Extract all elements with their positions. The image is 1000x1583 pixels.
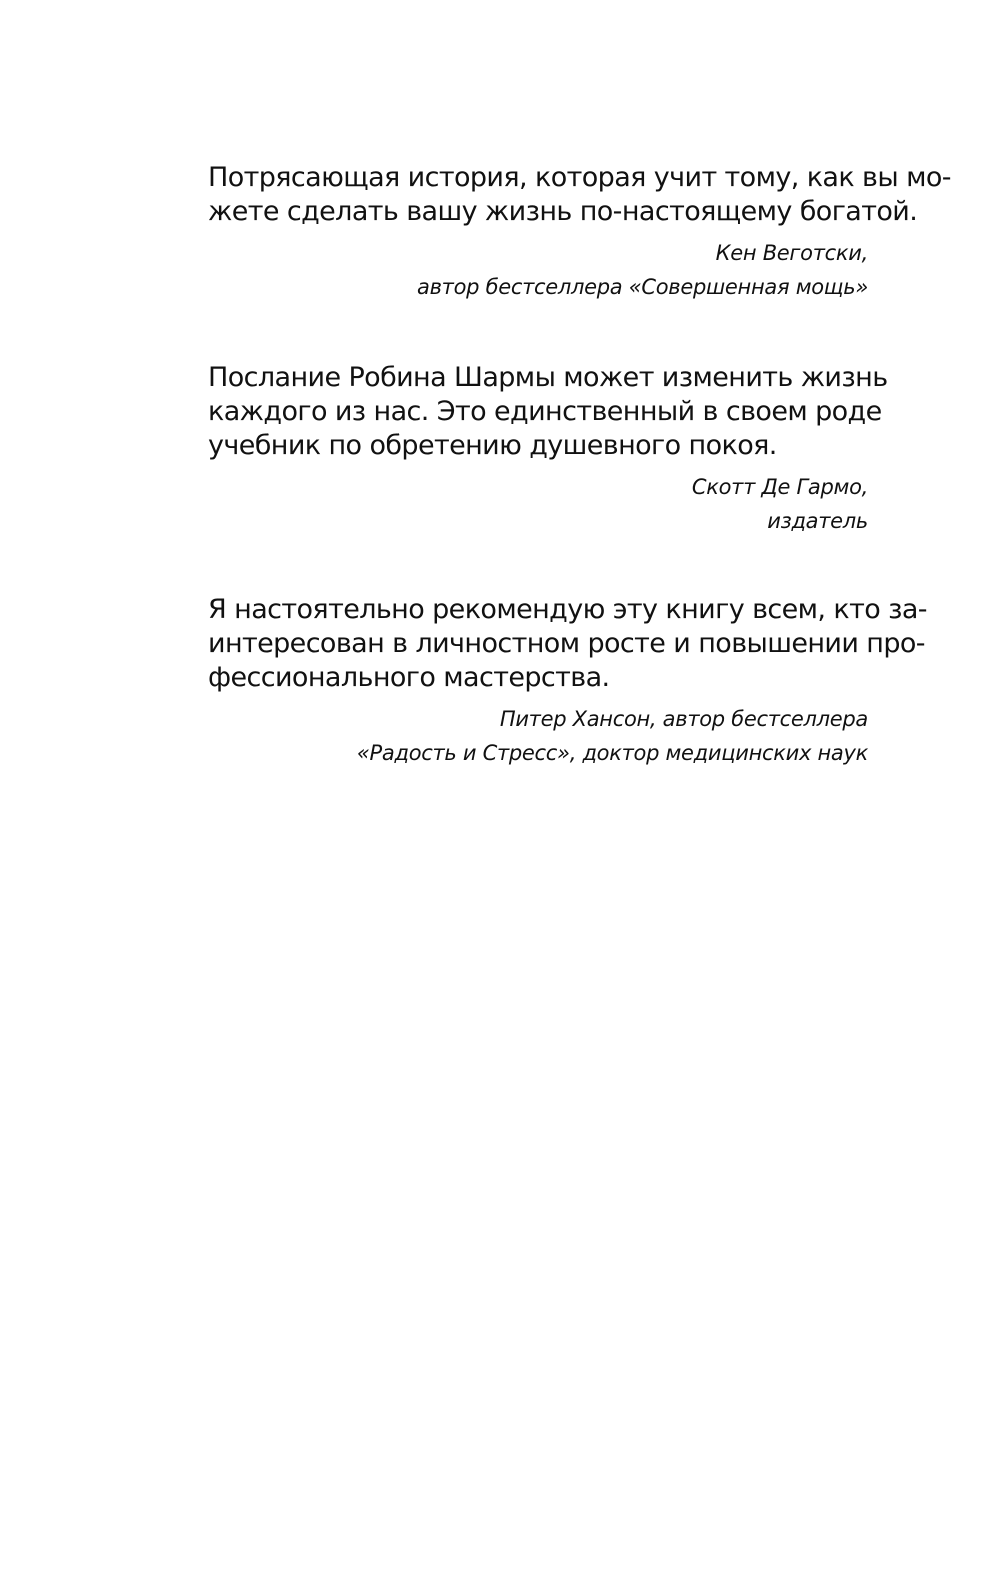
quote-line: учебник по обретению душевного покоя. xyxy=(208,430,777,461)
testimonial-attribution xyxy=(208,470,868,538)
quote-line: жете сделать вашу жизнь по-настоящему богатой. xyxy=(208,196,918,227)
attribution-line: «Радость и Стресс», доктор медицинских наук xyxy=(356,741,868,765)
attribution-line: Скотт Де Гармо, xyxy=(691,475,868,499)
testimonial-quote xyxy=(208,361,888,463)
quote-line: фессионального мастерства. xyxy=(208,662,610,693)
quote-line: интересован в личностном росте и повышении про- xyxy=(208,628,925,659)
testimonial-attribution xyxy=(208,236,868,304)
quote-line: каждого из нас. Это единственный в своем роде xyxy=(208,396,882,427)
testimonial-2 xyxy=(208,361,888,538)
attribution-line: автор бестселлера «Совершенная мощь» xyxy=(417,275,868,299)
quote-line: Я настоятельно рекомендую эту книгу всем, кто за- xyxy=(208,594,927,625)
attribution-line: издатель xyxy=(767,509,868,533)
quote-line: Потрясающая история, которая учит тому, как вы мо- xyxy=(208,162,951,193)
attribution-line: Кен Веготски, xyxy=(715,241,868,265)
quote-line: Послание Робина Шармы может изменить жизнь xyxy=(208,362,888,393)
attribution-line: Питер Хансон, автор бестселлера xyxy=(499,707,868,731)
testimonial-1 xyxy=(208,161,951,304)
testimonial-quote xyxy=(208,161,951,229)
testimonial-attribution xyxy=(208,702,868,770)
testimonial-quote xyxy=(208,593,927,695)
testimonial-3 xyxy=(208,593,927,770)
